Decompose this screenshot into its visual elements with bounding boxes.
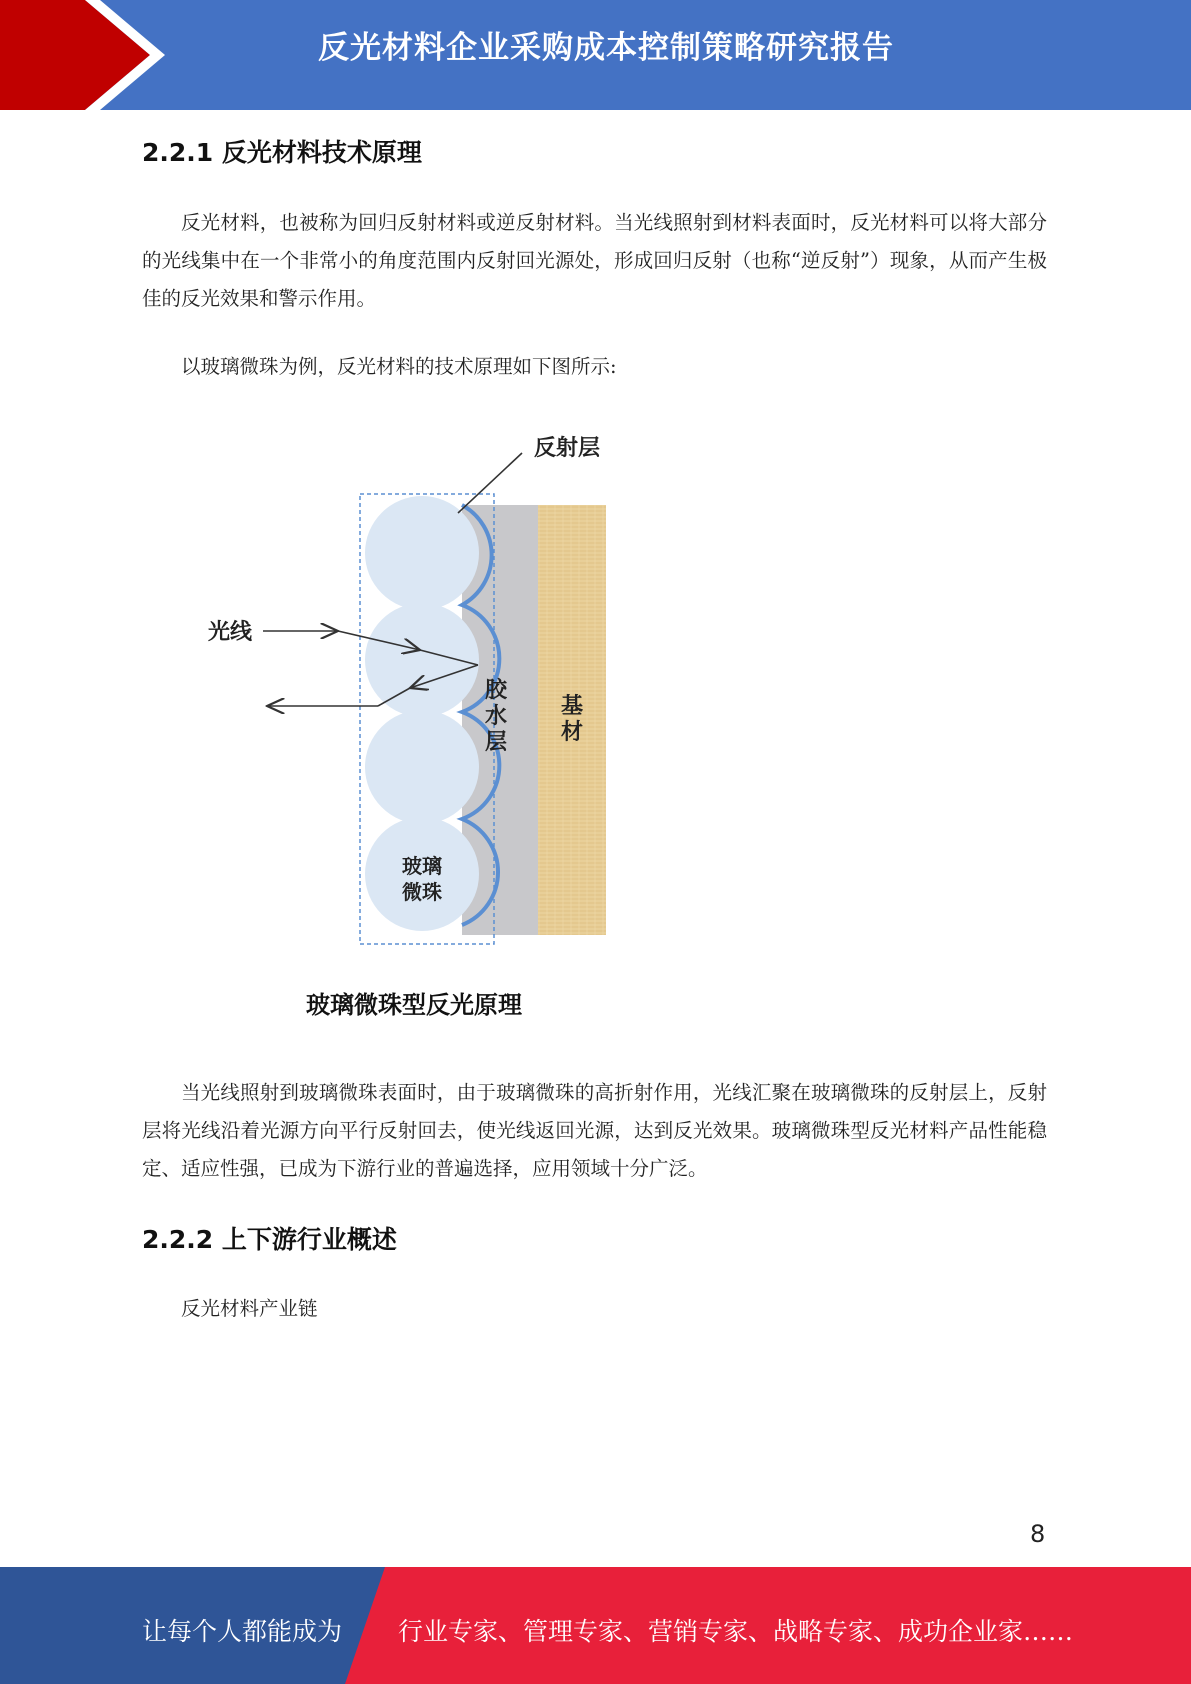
label-bead-line-1: 玻璃 [402,854,442,878]
page-number: 8 [1030,1520,1046,1548]
page-header [0,0,1191,110]
label-glue-char-1: 胶 [484,678,508,703]
footer-slogan-left: 让每个人都能成为 [142,1617,343,1646]
label-light: 光线 [208,620,253,645]
footer-slogan-right: 行业专家、管理专家、营销专家、战略专家、成功企业家…… [398,1617,1074,1646]
glass-bead [365,496,479,610]
paragraph-figure-intro: 以玻璃微珠为例，反光材料的技术原理如下图所示: [181,355,617,378]
page-footer [0,1567,1191,1684]
label-substrate-char-2: 材 [560,720,584,745]
section-heading-2-2-1: 2.2.1 反光材料技术原理 [142,138,422,167]
glass-bead [365,603,479,717]
diagram-svg [200,425,640,975]
paragraph-principle-explanation: 当光线照射到玻璃微珠表面时，由于玻璃微珠的高折射作用，光线汇聚在玻璃微珠的反射层上，反射层将光线沿着光源方向平行反射回去，使光线返回光源，达到反光效果。玻璃微珠型反光材料产品性能稳定、适应性强，已成为下游行业的普遍选择，应用领域十分广泛。 [142,1081,1047,1180]
report-title: 反光材料企业采购成本控制策略研究报告 [318,30,894,66]
label-bead-line-2: 微珠 [402,880,442,904]
label-glue-char-3: 层 [484,730,508,755]
reflective-layer-leader [458,453,522,513]
glass-bead-principle-diagram [200,425,640,975]
figure-caption: 玻璃微珠型反光原理 [306,991,522,1019]
label-reflective-layer: 反射层 [534,436,601,461]
glass-bead [365,710,479,824]
section-heading-2-2-2: 2.2.2 上下游行业概述 [142,1225,397,1254]
paragraph-industry-chain: 反光材料产业链 [181,1297,318,1320]
label-substrate-char-1: 基 [560,694,584,719]
paragraph-principle-intro: 反光材料，也被称为回归反射材料或逆反射材料。当光线照射到材料表面时，反光材料可以将大部分的光线集中在一个非常小的角度范围内反射回光源处，形成回归反射（也称“逆反射”）现象，从而产生极佳的反光效果和警示作用。 [142,211,1047,310]
label-glue-char-2: 水 [484,704,508,729]
